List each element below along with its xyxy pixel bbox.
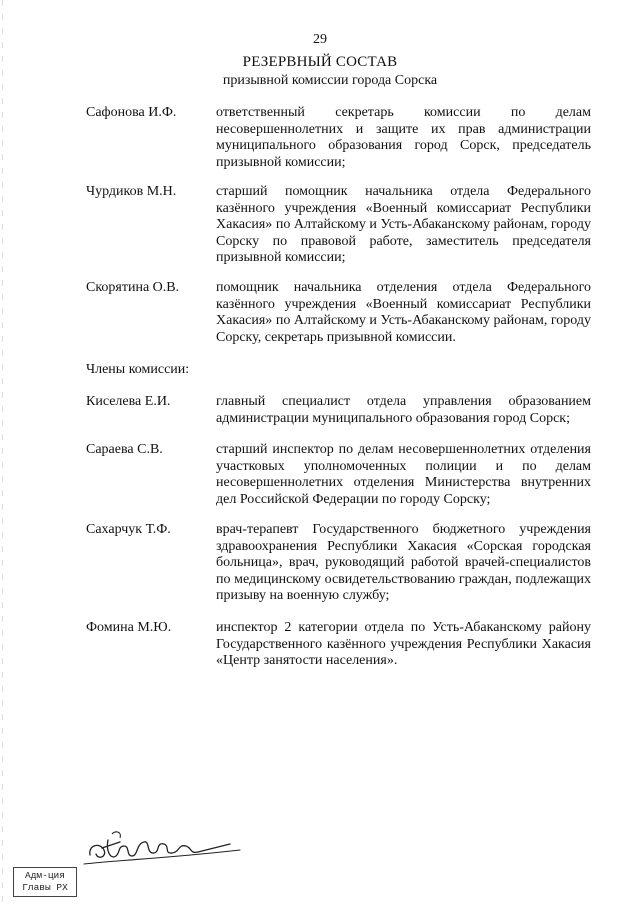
person-name: Киселева Е.И. [86, 394, 171, 409]
document-subtitle: призывной комиссии города Сорска [222, 73, 438, 88]
stamp-line-2: Главы РХ [22, 882, 68, 893]
person-name: Сахарчук Т.Ф. [86, 522, 171, 537]
person-position: помощник начальника отделения отдела Федерального казённого учреждения «Военный комиссариат Республики Хакасия» по Алтайскому и Усть-Абаканскому районам, городу Сорску, секретарь призывной комиссии. [216, 280, 591, 345]
scan-edge-line [2, 0, 3, 905]
person-name: Сафонова И.Ф. [86, 105, 177, 120]
person-position: старший помощник начальника отдела Федерального казённого учреждения «Военный комиссариат Республики Хакасия» по Алтайскому и Усть-Абаканскому районам, городу Сорску по правовой работе, заместитель председателя призывной комиссии; [216, 184, 591, 266]
person-name: Скорятина О.В. [86, 280, 180, 295]
person-position: врач-терапевт Государственного бюджетного учреждения здравоохранения Республики Хакасия «Сорская городская больница», врач, руководящий работой врачей-специалистов по медицинскому освидетельствованию граждан, подлежащих призыву на военную службу; [216, 522, 591, 604]
archive-stamp [13, 867, 77, 897]
person-name: Чурдиков М.Н. [86, 184, 177, 199]
person-position: ответственный секретарь комиссии по делам несовершеннолетних и защите их прав администрации муниципального образования город Сорск, председатель призывной комиссии; [216, 105, 591, 170]
page-number: 29 [313, 32, 327, 47]
person-position: старший инспектор по делам несовершеннолетних отделения участковых уполномоченных полиции и по делам несовершеннолетних отделения Министерства внутренних дел Российской Федерации по городу Сорску; [216, 442, 591, 507]
person-name: Сараева С.В. [86, 442, 163, 457]
person-position: главный специалист отдела управления образованием администрации муниципального образования город Сорск; [216, 394, 591, 426]
members-label: Члены комиссии: [86, 362, 190, 377]
handwritten-signature [60, 820, 260, 880]
document-title: РЕЗЕРВНЫЙ СОСТАВ [242, 54, 398, 70]
person-position: инспектор 2 категории отдела по Усть-Абаканскому району Государственного казённого учреждения Республики Хакасия «Центр занятости населения». [216, 620, 591, 669]
person-name: Фомина М.Ю. [86, 620, 172, 635]
stamp-line-1: Адм-ция [25, 870, 65, 881]
